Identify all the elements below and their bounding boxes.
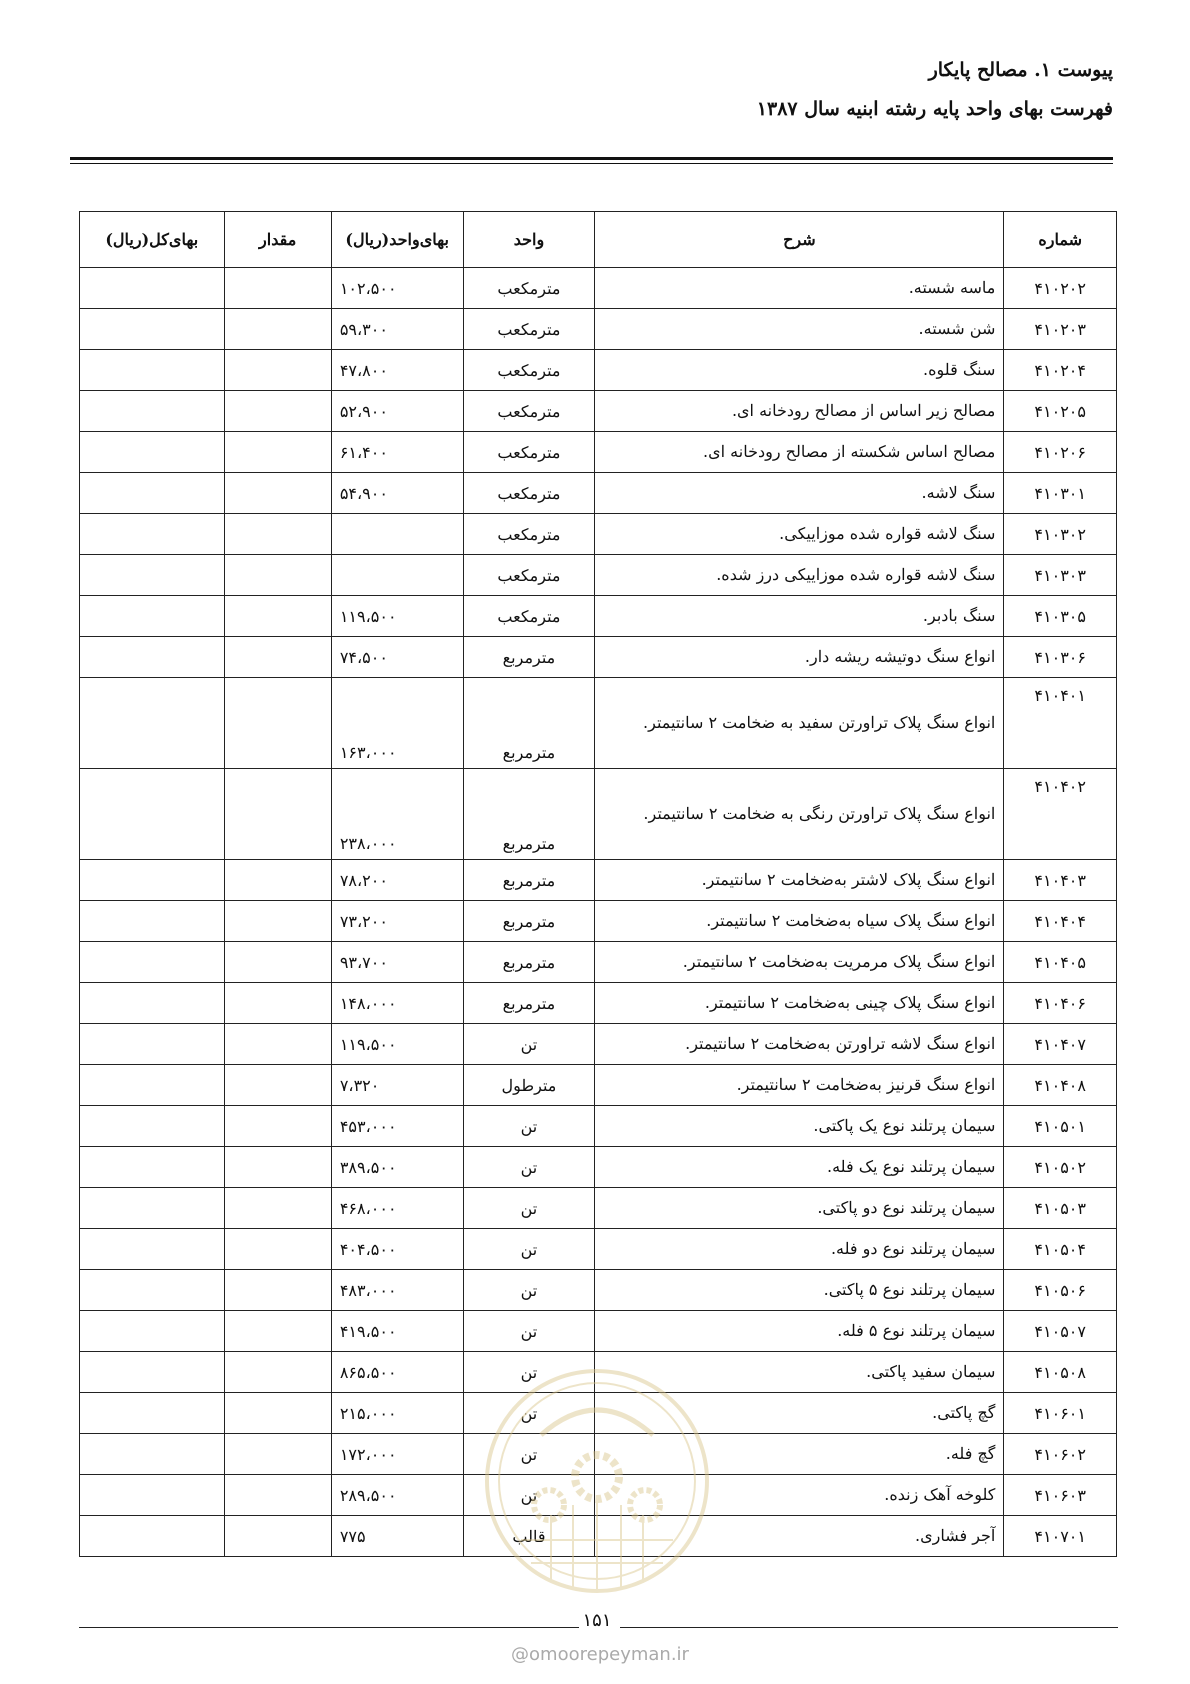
item-description: انواع سنگ قرنیز به‌ضخامت ۲ سانتیمتر. (595, 1065, 1004, 1106)
item-unit: مترمربع (463, 769, 595, 860)
item-code: ۴۱۰۵۰۳ (1004, 1188, 1117, 1229)
item-description: کلوخه آهک زنده. (595, 1475, 1004, 1516)
item-description: سیمان پرتلند نوع یک فله. (595, 1147, 1004, 1188)
item-unit: تن (463, 1270, 595, 1311)
item-quantity (224, 1311, 331, 1352)
item-quantity (224, 596, 331, 637)
item-code: ۴۱۰۴۰۴ (1004, 901, 1117, 942)
item-description: سنگ لاشه. (595, 473, 1004, 514)
item-quantity (224, 1188, 331, 1229)
item-total-price (80, 1024, 225, 1065)
item-total-price (80, 678, 225, 769)
item-unit-price: ۴۱۹،۵۰۰ (331, 1311, 463, 1352)
item-quantity (224, 1393, 331, 1434)
item-quantity (224, 901, 331, 942)
table-row (80, 637, 1117, 678)
item-unit: مترمکعب (463, 309, 595, 350)
item-description: سیمان سفید پاکتی. (595, 1352, 1004, 1393)
item-quantity (224, 769, 331, 860)
item-code: ۴۱۰۲۰۴ (1004, 350, 1117, 391)
item-code: ۴۱۰۳۰۱ (1004, 473, 1117, 514)
price-table (79, 211, 1117, 1557)
item-quantity (224, 860, 331, 901)
table-header-row (80, 212, 1117, 268)
item-code: ۴۱۰۴۰۱ (1004, 678, 1117, 769)
item-quantity (224, 1475, 331, 1516)
item-unit-price (331, 555, 463, 596)
item-description: انواع سنگ پلاک سیاه به‌ضخامت ۲ سانتیمتر. (595, 901, 1004, 942)
item-total-price (80, 1434, 225, 1475)
item-quantity (224, 1065, 331, 1106)
item-code: ۴۱۰۳۰۳ (1004, 555, 1117, 596)
item-unit: مترمربع (463, 637, 595, 678)
item-unit: مترمربع (463, 678, 595, 769)
item-unit: مترمربع (463, 983, 595, 1024)
item-code: ۴۱۰۲۰۳ (1004, 309, 1117, 350)
item-unit: مترمربع (463, 901, 595, 942)
header-rule-thick (70, 157, 1113, 160)
item-unit-price: ۲۱۵،۰۰۰ (331, 1393, 463, 1434)
item-total-price (80, 1229, 225, 1270)
item-unit: مترمکعب (463, 514, 595, 555)
item-unit: تن (463, 1311, 595, 1352)
item-total-price (80, 309, 225, 350)
item-description: انواع سنگ لاشه تراورتن به‌ضخامت ۲ سانتیمتر. (595, 1024, 1004, 1065)
table-row (80, 1188, 1117, 1229)
item-unit-price: ۴۵۳،۰۰۰ (331, 1106, 463, 1147)
table-row (80, 391, 1117, 432)
item-unit-price: ۱۷۲،۰۰۰ (331, 1434, 463, 1475)
item-total-price (80, 350, 225, 391)
item-total-price (80, 942, 225, 983)
table-row (80, 514, 1117, 555)
item-quantity (224, 1270, 331, 1311)
item-code: ۴۱۰۵۰۲ (1004, 1147, 1117, 1188)
item-description: سنگ لاشه قواره شده موزاییکی درز شده. (595, 555, 1004, 596)
item-total-price (80, 901, 225, 942)
table-row (80, 268, 1117, 309)
item-unit-price: ۵۲،۹۰۰ (331, 391, 463, 432)
item-unit-price: ۱۴۸،۰۰۰ (331, 983, 463, 1024)
item-code: ۴۱۰۴۰۲ (1004, 769, 1117, 860)
item-quantity (224, 432, 331, 473)
item-unit: تن (463, 1475, 595, 1516)
item-total-price (80, 1475, 225, 1516)
item-code: ۴۱۰۴۰۶ (1004, 983, 1117, 1024)
item-code: ۴۱۰۴۰۷ (1004, 1024, 1117, 1065)
item-description: انواع سنگ پلاک تراورتن سفید به ضخامت ۲ سانتیمتر. (595, 678, 1004, 769)
item-unit-price: ۲۳۸،۰۰۰ (331, 769, 463, 860)
list-title: فهرست بهای واحد پایه رشته ابنیه سال ۱۳۸۷ (756, 98, 1113, 120)
item-description: گچ پاکتی. (595, 1393, 1004, 1434)
item-description: سنگ قلوه. (595, 350, 1004, 391)
table-row (80, 1065, 1117, 1106)
item-total-price (80, 473, 225, 514)
item-quantity (224, 1229, 331, 1270)
item-unit: مترمکعب (463, 391, 595, 432)
item-code: ۴۱۰۴۰۳ (1004, 860, 1117, 901)
table-row (80, 1229, 1117, 1270)
header-code: شماره (1004, 212, 1117, 268)
item-unit-price: ۶۱،۴۰۰ (331, 432, 463, 473)
item-total-price (80, 1516, 225, 1557)
item-unit: تن (463, 1147, 595, 1188)
item-total-price (80, 1065, 225, 1106)
item-unit: تن (463, 1024, 595, 1065)
table-row (80, 901, 1117, 942)
item-total-price (80, 391, 225, 432)
page-number: ۱۵۱ (582, 1610, 612, 1631)
item-description: شن شسته. (595, 309, 1004, 350)
item-unit: تن (463, 1229, 595, 1270)
item-unit-price: ۷۸،۲۰۰ (331, 860, 463, 901)
table-row (80, 983, 1117, 1024)
watermark-site-text: @omoorepeyman.ir (511, 1644, 689, 1665)
item-unit: تن (463, 1106, 595, 1147)
item-total-price (80, 268, 225, 309)
footer-rule-left (79, 1627, 579, 1628)
item-total-price (80, 1393, 225, 1434)
item-quantity (224, 1352, 331, 1393)
table-row (80, 555, 1117, 596)
item-quantity (224, 350, 331, 391)
item-unit: تن (463, 1188, 595, 1229)
item-code: ۴۱۰۲۰۶ (1004, 432, 1117, 473)
item-description: گچ فله. (595, 1434, 1004, 1475)
item-unit: تن (463, 1434, 595, 1475)
item-description: سیمان پرتلند نوع دو فله. (595, 1229, 1004, 1270)
item-unit-price: ۲۸۹،۵۰۰ (331, 1475, 463, 1516)
item-description: سنگ بادبر. (595, 596, 1004, 637)
item-code: ۴۱۰۶۰۱ (1004, 1393, 1117, 1434)
table-row (80, 350, 1117, 391)
item-code: ۴۱۰۵۰۷ (1004, 1311, 1117, 1352)
appendix-title: پیوست ۱. مصالح پایکار (928, 59, 1113, 81)
item-quantity (224, 637, 331, 678)
item-unit-price: ۱۰۲،۵۰۰ (331, 268, 463, 309)
item-quantity (224, 555, 331, 596)
item-unit: قالب (463, 1516, 595, 1557)
item-unit: مترمکعب (463, 473, 595, 514)
header-unit: واحد (463, 212, 595, 268)
item-code: ۴۱۰۳۰۵ (1004, 596, 1117, 637)
item-unit-price: ۷،۳۲۰ (331, 1065, 463, 1106)
item-unit: مترمربع (463, 860, 595, 901)
item-quantity (224, 473, 331, 514)
table-row (80, 432, 1117, 473)
item-quantity (224, 309, 331, 350)
item-unit-price: ۵۹،۳۰۰ (331, 309, 463, 350)
item-quantity (224, 268, 331, 309)
table-row (80, 769, 1117, 860)
item-total-price (80, 1147, 225, 1188)
item-total-price (80, 555, 225, 596)
item-unit-price: ۷۷۵ (331, 1516, 463, 1557)
item-total-price (80, 514, 225, 555)
item-unit: مترمربع (463, 942, 595, 983)
item-quantity (224, 678, 331, 769)
item-code: ۴۱۰۴۰۵ (1004, 942, 1117, 983)
item-unit: مترمکعب (463, 268, 595, 309)
item-description: انواع سنگ پلاک چینی به‌ضخامت ۲ سانتیمتر. (595, 983, 1004, 1024)
table-row (80, 1147, 1117, 1188)
item-total-price (80, 983, 225, 1024)
item-quantity (224, 983, 331, 1024)
item-code: ۴۱۰۳۰۲ (1004, 514, 1117, 555)
item-code: ۴۱۰۵۰۸ (1004, 1352, 1117, 1393)
item-quantity (224, 1516, 331, 1557)
footer-rule-right (620, 1627, 1118, 1628)
item-total-price (80, 1270, 225, 1311)
item-unit: مترمکعب (463, 555, 595, 596)
table-row (80, 309, 1117, 350)
item-unit: مترمکعب (463, 596, 595, 637)
item-unit-price: ۱۱۹،۵۰۰ (331, 596, 463, 637)
header-rule-thin (70, 163, 1113, 164)
table-row (80, 1311, 1117, 1352)
item-total-price (80, 596, 225, 637)
item-unit: مترمکعب (463, 350, 595, 391)
table-row (80, 678, 1117, 769)
item-description: سیمان پرتلند نوع یک پاکتی. (595, 1106, 1004, 1147)
item-unit: مترمکعب (463, 432, 595, 473)
table-row (80, 942, 1117, 983)
item-unit-price: ۱۱۹،۵۰۰ (331, 1024, 463, 1065)
item-code: ۴۱۰۵۰۱ (1004, 1106, 1117, 1147)
item-description: سنگ لاشه قواره شده موزاییکی. (595, 514, 1004, 555)
item-unit-price (331, 514, 463, 555)
item-total-price (80, 432, 225, 473)
item-unit: تن (463, 1393, 595, 1434)
table-row (80, 473, 1117, 514)
header-description: شرح (595, 212, 1004, 268)
item-unit: تن (463, 1352, 595, 1393)
table-row (80, 860, 1117, 901)
item-unit-price: ۱۶۳،۰۰۰ (331, 678, 463, 769)
item-quantity (224, 391, 331, 432)
item-unit-price: ۵۴،۹۰۰ (331, 473, 463, 514)
item-description: انواع سنگ پلاک لاشتر به‌ضخامت ۲ سانتیمتر. (595, 860, 1004, 901)
item-code: ۴۱۰۵۰۶ (1004, 1270, 1117, 1311)
item-total-price (80, 1311, 225, 1352)
item-total-price (80, 1188, 225, 1229)
header-total-price: بهای‌کل(ریال) (80, 212, 225, 268)
table-row (80, 1024, 1117, 1065)
item-code: ۴۱۰۴۰۸ (1004, 1065, 1117, 1106)
header-quantity: مقدار (224, 212, 331, 268)
item-description: سیمان پرتلند نوع ۵ فله. (595, 1311, 1004, 1352)
item-description: مصالح اساس شکسته از مصالح رودخانه ای. (595, 432, 1004, 473)
item-total-price (80, 1352, 225, 1393)
header-unit-price: بهای‌واحد(ریال) (331, 212, 463, 268)
item-description: سیمان پرتلند نوع ۵ پاکتی. (595, 1270, 1004, 1311)
item-unit-price: ۴۸۳،۰۰۰ (331, 1270, 463, 1311)
item-unit-price: ۴۰۴،۵۰۰ (331, 1229, 463, 1270)
item-code: ۴۱۰۳۰۶ (1004, 637, 1117, 678)
table-row (80, 1270, 1117, 1311)
item-description: انواع سنگ پلاک مرمریت به‌ضخامت ۲ سانتیمتر. (595, 942, 1004, 983)
item-code: ۴۱۰۶۰۳ (1004, 1475, 1117, 1516)
item-code: ۴۱۰۲۰۲ (1004, 268, 1117, 309)
table-row (80, 1106, 1117, 1147)
item-unit-price: ۹۳،۷۰۰ (331, 942, 463, 983)
item-total-price (80, 637, 225, 678)
item-total-price (80, 860, 225, 901)
item-description: سیمان پرتلند نوع دو پاکتی. (595, 1188, 1004, 1229)
item-unit-price: ۴۷،۸۰۰ (331, 350, 463, 391)
item-quantity (224, 1434, 331, 1475)
item-description: آجر فشاری. (595, 1516, 1004, 1557)
item-unit-price: ۳۸۹،۵۰۰ (331, 1147, 463, 1188)
item-quantity (224, 1024, 331, 1065)
item-total-price (80, 1106, 225, 1147)
item-unit-price: ۴۶۸،۰۰۰ (331, 1188, 463, 1229)
page-header (73, 58, 1113, 121)
item-description: ماسه شسته. (595, 268, 1004, 309)
item-code: ۴۱۰۷۰۱ (1004, 1516, 1117, 1557)
item-description: انواع سنگ دوتیشه ریشه دار. (595, 637, 1004, 678)
item-code: ۴۱۰۵۰۴ (1004, 1229, 1117, 1270)
item-quantity (224, 1106, 331, 1147)
item-unit: مترطول (463, 1065, 595, 1106)
item-quantity (224, 1147, 331, 1188)
item-unit-price: ۷۴،۵۰۰ (331, 637, 463, 678)
item-quantity (224, 514, 331, 555)
item-description: انواع سنگ پلاک تراورتن رنگی به ضخامت ۲ سانتیمتر. (595, 769, 1004, 860)
table-row (80, 596, 1117, 637)
item-description: مصالح زیر اساس از مصالح رودخانه ای. (595, 391, 1004, 432)
omoore-peyman-logo-watermark (481, 1365, 713, 1597)
item-unit-price: ۷۳،۲۰۰ (331, 901, 463, 942)
item-quantity (224, 942, 331, 983)
item-code: ۴۱۰۶۰۲ (1004, 1434, 1117, 1475)
item-code: ۴۱۰۲۰۵ (1004, 391, 1117, 432)
item-total-price (80, 769, 225, 860)
item-unit-price: ۸۶۵،۵۰۰ (331, 1352, 463, 1393)
